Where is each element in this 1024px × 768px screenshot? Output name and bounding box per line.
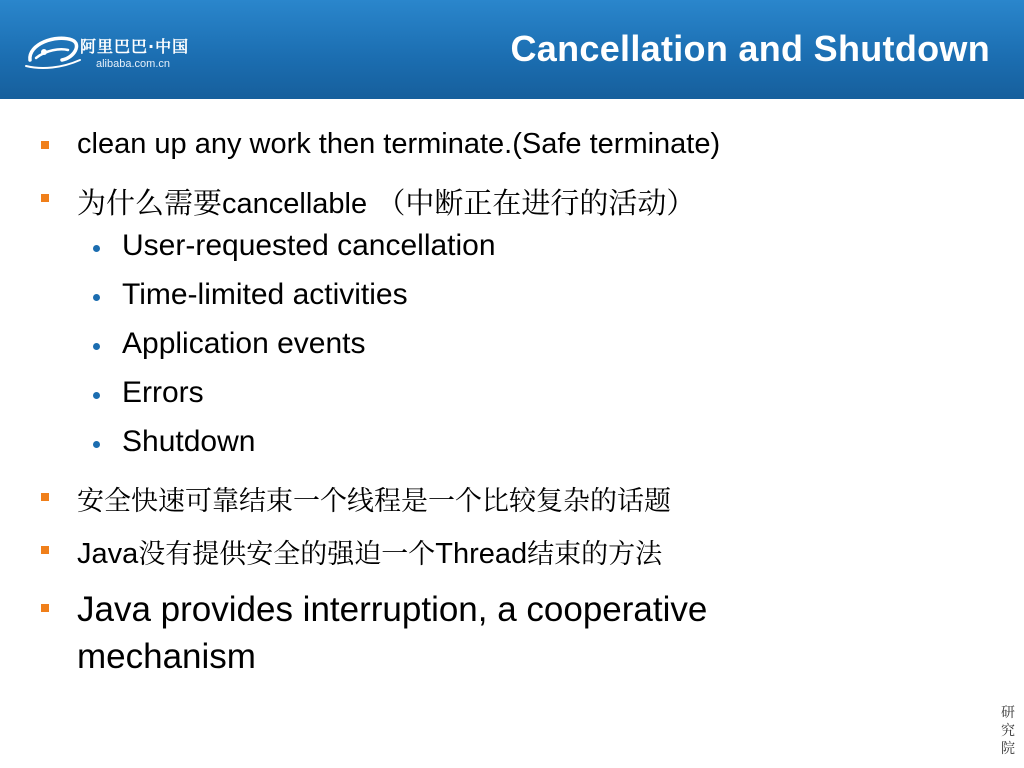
sub-bullet-5: Shutdown bbox=[122, 425, 256, 458]
bullet-2-en: cancellable bbox=[222, 188, 368, 220]
logo-brand-text: 阿里巴巴·中国 bbox=[80, 37, 190, 56]
bullet-4 bbox=[77, 532, 662, 571]
bullet-4-cn: 没有提供安全的强迫一个 bbox=[138, 539, 436, 570]
bullet-4-cn2: 结束的方法 bbox=[527, 539, 663, 570]
corner-label: 研究院 bbox=[1001, 705, 1015, 757]
sub-bullet-1: User-requested cancellation bbox=[122, 229, 496, 262]
bullet-4-en: Java bbox=[77, 538, 139, 570]
sub-bullet-2: Time-limited activities bbox=[122, 278, 408, 311]
sub-bullet-3: Application events bbox=[122, 327, 366, 360]
dot-bullet-icon bbox=[93, 343, 100, 350]
dot-bullet-icon bbox=[93, 392, 100, 399]
dot-bullet-icon bbox=[93, 245, 100, 252]
logo-url-text: alibaba.com.cn bbox=[96, 58, 170, 70]
alibaba-logo bbox=[22, 28, 212, 78]
sub-bullet-4: Errors bbox=[122, 376, 204, 409]
slide-title: Cancellation and Shutdown bbox=[510, 28, 990, 69]
bullet-5 bbox=[77, 586, 707, 680]
bullet-2-cn: 为什么需要 bbox=[77, 186, 223, 220]
bullet-5-line-2: mechanism bbox=[77, 637, 256, 676]
square-bullet-icon bbox=[41, 604, 49, 612]
square-bullet-icon bbox=[41, 493, 49, 501]
bullet-5-line-1: Java provides interruption, a cooperative bbox=[77, 590, 708, 629]
bullet-4-en2: Thread bbox=[435, 538, 528, 570]
dot-bullet-icon bbox=[93, 294, 100, 301]
alibaba-swoosh-icon bbox=[22, 30, 86, 74]
dot-bullet-icon bbox=[93, 441, 100, 448]
bullet-2 bbox=[77, 181, 695, 222]
square-bullet-icon bbox=[41, 141, 49, 149]
header-bar bbox=[0, 0, 1024, 99]
square-bullet-icon bbox=[41, 546, 49, 554]
bullet-2-cn2: （中断正在进行的活动） bbox=[367, 186, 696, 220]
bullet-1: clean up any work then terminate.(Safe terminate) bbox=[77, 128, 721, 160]
square-bullet-icon bbox=[41, 194, 49, 202]
bullet-3: 安全快速可靠结束一个线程是一个比较复杂的话题 bbox=[77, 486, 671, 517]
